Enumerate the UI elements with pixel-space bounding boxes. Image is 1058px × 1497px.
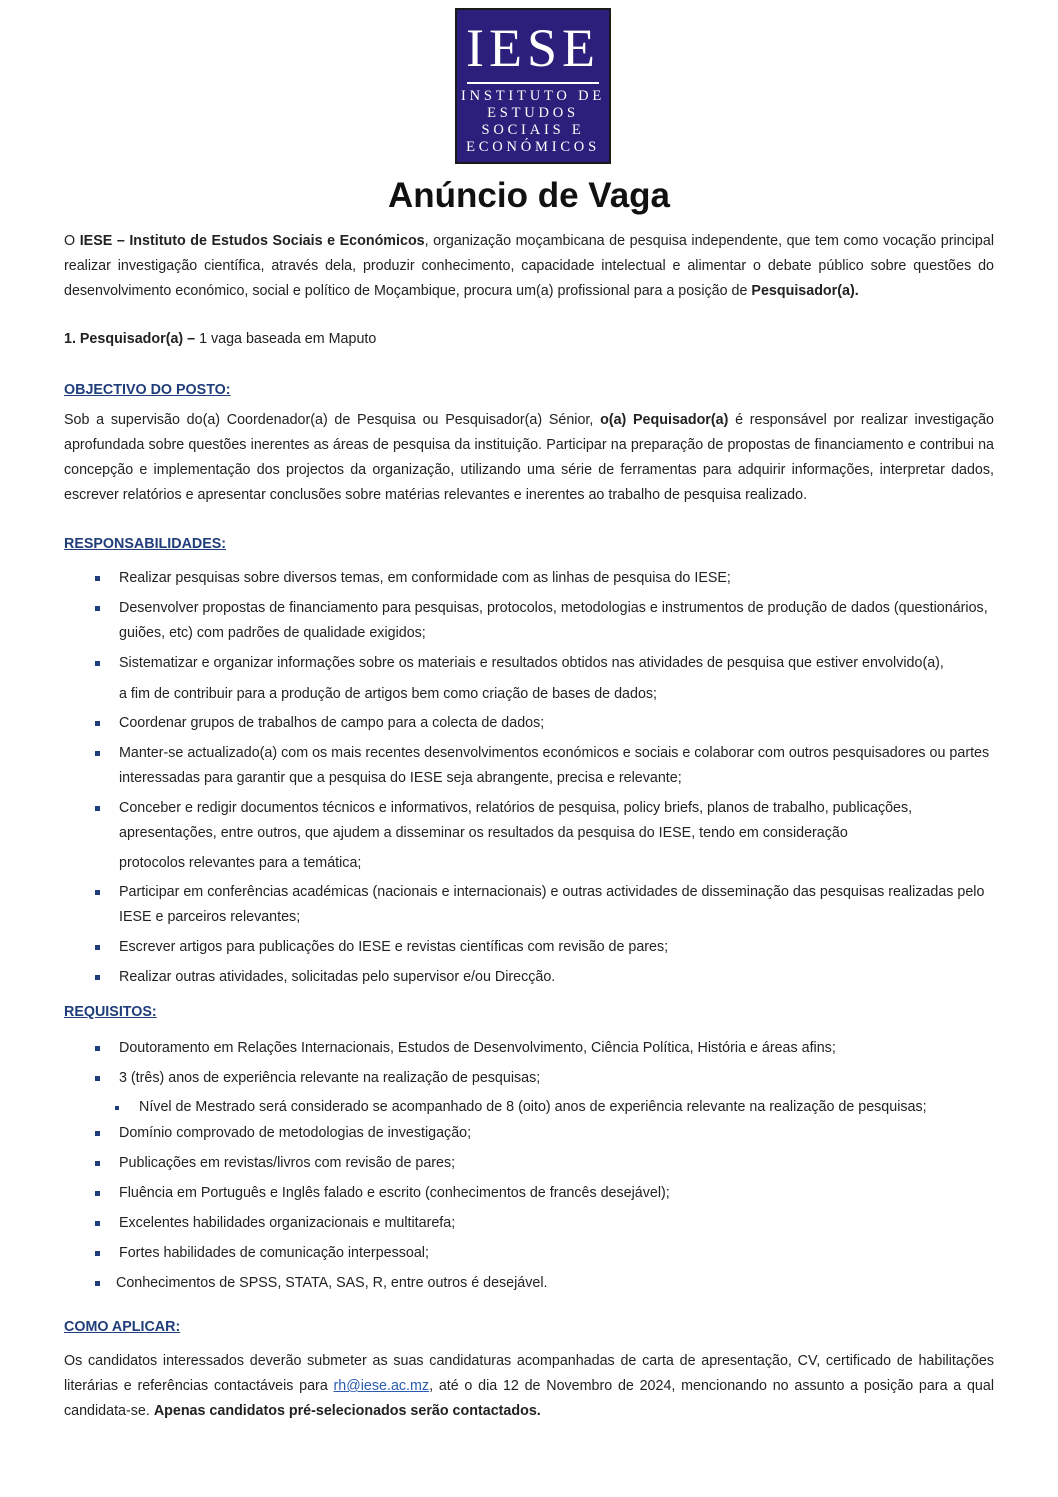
bullet-icon bbox=[95, 751, 100, 756]
bullet-icon bbox=[95, 806, 100, 811]
bullet-icon bbox=[95, 1191, 100, 1196]
logo-line: SOCIAIS E bbox=[481, 122, 585, 138]
list-item: Sistematizar e organizar informações sobre os materiais e resultados obtidos nas atividades de pesquisa que estiver envolvido(a), bbox=[119, 655, 944, 671]
page-title: Anúncio de Vaga bbox=[388, 176, 670, 215]
org-name: IESE – Instituto de Estudos Sociais e Económicos bbox=[79, 233, 425, 249]
vacancy-line bbox=[64, 327, 994, 352]
apply-note: Apenas candidatos pré-selecionados serão contactados. bbox=[153, 1403, 541, 1419]
objective-role: o(a) Pequisador(a) bbox=[600, 412, 729, 428]
position-name: Pesquisador(a). bbox=[751, 283, 859, 299]
bullet-icon bbox=[95, 721, 100, 726]
list-item: Conhecimentos de SPSS, STATA, SAS, R, entre outros é desejável. bbox=[116, 1275, 548, 1291]
bullet-icon bbox=[95, 1046, 100, 1051]
list-item: Fluência em Português e Inglês falado e escrito (conhecimentos de francês desejável); bbox=[119, 1185, 670, 1201]
list-item: Domínio comprovado de metodologias de investigação; bbox=[119, 1125, 472, 1141]
logo-line: ECONÓMICOS bbox=[466, 139, 600, 155]
bullet-icon bbox=[95, 1131, 100, 1136]
apply-text: Os candidatos interessados deverão submeter as suas candidaturas acompanhadas de carta de apresentação, CV, certificado de habilitações literárias e referências contactáveis para bbox=[64, 1353, 994, 1394]
sub-list-item: Nível de Mestrado será considerado se acompanhado de 8 (oito) anos de experiência relevante na realização de pesquisas; bbox=[139, 1099, 927, 1115]
list-item: Realizar outras atividades, solicitadas pelo supervisor e/ou Direcção. bbox=[119, 969, 556, 985]
list-item: Escrever artigos para publicações do IESE e revistas científicas com revisão de pares; bbox=[119, 939, 669, 955]
bullet-icon bbox=[95, 945, 100, 950]
objective-text: é responsável por realizar investigação aprofundada sobre questões inerentes as áreas de pesquisa da instituição. Participar na preparação de propostas de financiamento e contribui na concepção e implementação dos projectos da organização, utilizando uma série de ferramentas para adquirir informações, interpretar dados, escrever relatórios e apresentar conclusões sobre matérias relevantes e inerentes ao trabalho de pesquisa realizado. bbox=[64, 412, 995, 503]
requirements-heading: REQUISITOS: bbox=[64, 1004, 157, 1020]
bullet-icon bbox=[95, 661, 100, 666]
logo-line: INSTITUTO DE bbox=[461, 88, 605, 104]
apply-text: , até o dia 12 de Novembro de 2024, mencionando no assunto a posição para a qual candidata-se. bbox=[64, 1378, 994, 1419]
apply-heading: COMO APLICAR: bbox=[64, 1319, 181, 1335]
list-item: Manter-se actualizado(a) com os mais recentes desenvolvimentos económicos e sociais e colaborar com outros pesquisadores ou partes interessadas para garantir que a pesquisa do IESE seja abrangente, precisa e relevante; bbox=[119, 745, 990, 786]
intro-text: , organização moçambicana de pesquisa independente, que tem como vocação principal realizar investigação científica, através dela, produzir conhecimento, capacidade intelectual e alimentar o debate público sobre questões do desenvolvimento económico, social e político de Moçambique, procura um(a) profissional para a posição de bbox=[64, 233, 994, 299]
bullet-icon bbox=[95, 1076, 100, 1081]
bullet-icon bbox=[95, 1251, 100, 1256]
vacancy-label: 1. Pesquisador(a) – bbox=[64, 331, 196, 347]
bullet-icon bbox=[95, 1161, 100, 1166]
list-item: Publicações em revistas/livros com revisão de pares; bbox=[119, 1155, 456, 1171]
list-item: Excelentes habilidades organizacionais e multitarefa; bbox=[119, 1215, 456, 1231]
list-item: Participar em conferências académicas (nacionais e internacionais) e outras actividades de disseminação das pesquisas realizadas pelo IESE e parceiros relevantes; bbox=[119, 884, 985, 925]
bullet-icon bbox=[95, 1281, 100, 1286]
apply-paragraph bbox=[64, 1349, 994, 1424]
list-item: Desenvolver propostas de financiamento para pesquisas, protocolos, metodologias e instrumentos de produção de dados (questionários, guiões, etc) com padrões de qualidade exigidos; bbox=[119, 600, 988, 641]
logo-divider bbox=[467, 82, 599, 84]
email-link[interactable]: rh@iese.ac.mz bbox=[333, 1378, 430, 1394]
bullet-icon bbox=[95, 576, 100, 581]
intro-text: O bbox=[64, 233, 80, 249]
list-item: 3 (três) anos de experiência relevante na realização de pesquisas; bbox=[119, 1070, 541, 1086]
bullet-icon bbox=[95, 1221, 100, 1226]
list-item-continuation: protocolos relevantes para a temática; bbox=[119, 855, 362, 871]
sub-bullet-icon bbox=[115, 1106, 119, 1110]
intro-paragraph bbox=[64, 229, 994, 304]
responsibilities-heading: RESPONSABILIDADES: bbox=[64, 536, 227, 552]
list-item: Coordenar grupos de trabalhos de campo para a colecta de dados; bbox=[119, 715, 545, 731]
objective-heading: OBJECTIVO DO POSTO: bbox=[64, 382, 231, 398]
objective-paragraph bbox=[64, 408, 994, 508]
bullet-icon bbox=[95, 890, 100, 895]
bullet-icon bbox=[95, 606, 100, 611]
list-item: Realizar pesquisas sobre diversos temas, em conformidade com as linhas de pesquisa do IESE; bbox=[119, 570, 731, 586]
list-item-continuation: a fim de contribuir para a produção de artigos bem como criação de bases de dados; bbox=[119, 686, 658, 702]
bullet-icon bbox=[95, 975, 100, 980]
list-item: Doutoramento em Relações Internacionais, Estudos de Desenvolvimento, Ciência Política, História e áreas afins; bbox=[119, 1040, 836, 1056]
vacancy-detail: 1 vaga baseada em Maputo bbox=[195, 331, 377, 347]
list-item: Conceber e redigir documentos técnicos e informativos, relatórios de pesquisa, policy briefs, planos de trabalho, publicações, apresentações, entre outros, que ajudem a disseminar os resultados da pesquisa do IESE, tendo em consideração bbox=[119, 800, 913, 841]
objective-text: Sob a supervisão do(a) Coordenador(a) de Pesquisa ou Pesquisador(a) Sénior, bbox=[64, 412, 601, 428]
iese-logo bbox=[455, 8, 611, 164]
logo-acronym: IESE bbox=[466, 18, 600, 78]
list-item: Fortes habilidades de comunicação interpessoal; bbox=[119, 1245, 429, 1261]
logo-line: ESTUDOS bbox=[487, 105, 579, 121]
